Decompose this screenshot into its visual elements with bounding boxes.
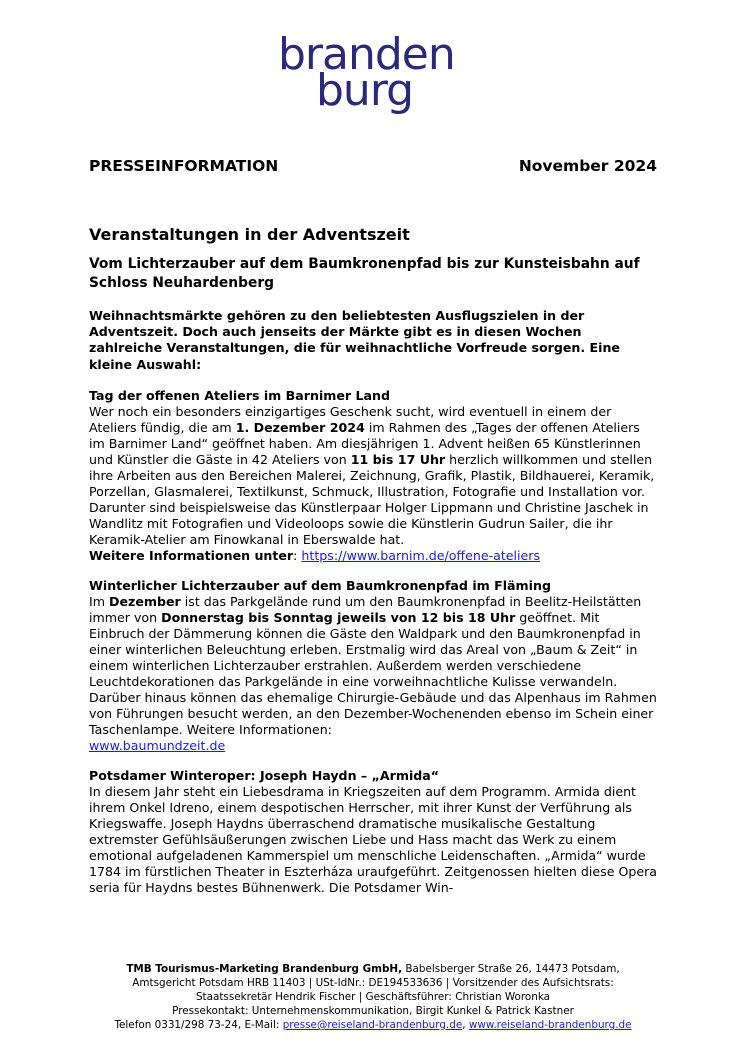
footer-line-1 bbox=[40, 962, 706, 976]
website-link[interactable]: www.reiseland-brandenburg.de bbox=[468, 1019, 632, 1031]
footer-line-3: Staatssekretär Hendrik Fischer | Geschäftsführer: Christian Woronka bbox=[195, 991, 551, 1003]
article-subtitle: Vom Lichterzauber auf dem Baumkronenpfad bis zur Kunsteisbahn auf Schloss Neuhardenberg bbox=[89, 256, 640, 291]
section-ateliers bbox=[89, 388, 657, 564]
text-run: Wer noch ein besonders einzigartiges Geschenk sucht, wird eventuell in einem der Ateliers fündig, die am bbox=[89, 403, 612, 435]
text-run: im Rahmen des „Tages der offenen Ateliers im Barnimer Land“ geöffnet haben. Am diesjährigen 1. Advent heißen 65 Künstlerinnen und Künstler die Gäste in 42 Ateliers von bbox=[89, 419, 641, 467]
press-email-link[interactable]: presse@reiseland-brandenburg.de bbox=[282, 1019, 463, 1031]
month-highlight: Dezember bbox=[109, 593, 181, 609]
footer-line-2: Amtsgericht Potsdam HRB 11403 | USt-IdNr.: DE194533636 | Vorsitzender des Aufsichtsrats: bbox=[132, 977, 614, 989]
article-body bbox=[89, 225, 657, 910]
footer-separator: , bbox=[462, 1019, 469, 1031]
section-winteroper bbox=[89, 768, 657, 896]
footer-company: TMB Tourismus-Marketing Brandenburg GmbH, bbox=[126, 963, 403, 975]
footer-line-4: Pressekontakt: Unternehmenskommunikation, Birgit Kunkel & Patrick Kastner bbox=[172, 1005, 574, 1017]
section-heading: Tag der offenen Ateliers im Barnimer Land bbox=[89, 387, 391, 403]
text-run: geöffnet. Mit Einbruch der Dämmerung können die Gäste den Waldpark und den Baumkronenpfad in einer winterlichen Beleuchtung erleben. Erstmalig wird das Areal von „Baum & Zeit“ in einem winterlichen Lichterzauber erstrahlen. Außerdem werden verschiedene Leuchtdekorationen das Parkgelände in eine vorweihnachtliche Kulisse verwandeln. Darüber hinaus können das ehemalige Chirurgie-Gebäude und das Alpenhaus im Rahmen von Führungen besucht werden, an den Dezember-Wochenenden ebenso im Schein einer Taschenlampe. Weitere Informationen: bbox=[89, 609, 657, 737]
footer-phone: Telefon 0331/298 73-24, E-Mail: bbox=[114, 1019, 283, 1031]
section-heading: Winterlicher Lichterzauber auf dem Baumkronenpfad im Fläming bbox=[89, 577, 551, 593]
barnim-ateliers-link[interactable]: https://www.barnim.de/offene-ateliers bbox=[301, 547, 541, 563]
section-baumkronenpfad bbox=[89, 578, 657, 754]
time-highlight: 11 bis 17 Uhr bbox=[350, 451, 446, 467]
more-info-label: Weitere Informationen unter bbox=[89, 547, 294, 563]
press-info-label: PRESSEINFORMATION bbox=[89, 157, 279, 175]
text-run: Im bbox=[89, 593, 109, 609]
baumundzeit-link[interactable]: www.baumundzeit.de bbox=[89, 737, 226, 753]
article-lead: Weihnachtsmärkte gehören zu den beliebtesten Ausflugszielen in der Adventszeit. Doch auch jenseits der Märkte gibt es in diesen Wochen zahlreiche Veranstaltungen, die für weihnachtliche Vorfreude sorgen. Eine kleine Auswahl: bbox=[89, 308, 620, 372]
opening-hours-highlight: Donnerstag bis Sonntag jeweils von 12 bis 18 Uhr bbox=[161, 609, 516, 625]
document-header bbox=[89, 157, 657, 179]
section-text bbox=[89, 594, 657, 754]
footer-line-5 bbox=[40, 1018, 706, 1032]
release-date: November 2024 bbox=[518, 157, 657, 175]
section-text: In diesem Jahr steht ein Liebesdrama in Kriegszeiten auf dem Programm. Armida dient ihrem Onkel Idreno, einem despotischen Herrscher, mit ihrer Kunst der Verführung als Kriegswaffe. Joseph Haydns überraschend dramatische musikalische Gestaltung extremster Gefühlsäußerungen zwischen Liebe und Hass macht das Werk zu einem emotional aufgeladenen Kammerspiel um menschliche Leidenschaften. „Armida“ wurde 1784 im fürstlichen Theater in Eszterháza uraufgeführt. Zeitgenossen hielten diese Opera seria für Haydns bestes Bühnenwerk. Die Potsdamer Win- bbox=[89, 783, 657, 895]
more-info-separator: : bbox=[293, 547, 302, 563]
footer-imprint bbox=[40, 962, 706, 1032]
logo-line-1: branden bbox=[278, 29, 455, 80]
section-heading: Potsdamer Winteroper: Joseph Haydn – „Armida“ bbox=[89, 767, 440, 783]
date-highlight: 1. Dezember 2024 bbox=[235, 419, 365, 435]
logo-line-2: burg bbox=[316, 65, 414, 116]
article-title: Veranstaltungen in der Adventszeit bbox=[89, 225, 410, 244]
footer-address: Babelsberger Straße 26, 14473 Potsdam, bbox=[402, 963, 620, 975]
text-run: herzlich willkommen und stellen ihre Arbeiten aus den Bereichen Malerei, Zeichnung, Grafik, Plastik, Bildhauerei, Keramik, Porzellan, Glasmalerei, Textilkunst, Schmuck, Illustration, Fotografie und Installation vor. Darunter sind beispielsweise das Künstlerpaar Holger Lippmann und Christine Jaschek in Wandlitz mit Fotografien und Videoloops sowie die Künstlerin Gudrun Sailer, die ihr Keramik-Atelier am Finowkanal in Eberswalde hat. bbox=[89, 451, 655, 547]
section-text bbox=[89, 404, 657, 564]
text-run: ist das Parkgelände rund um den Baumkronenpfad in Beelitz-Heilstätten immer von bbox=[89, 593, 642, 625]
